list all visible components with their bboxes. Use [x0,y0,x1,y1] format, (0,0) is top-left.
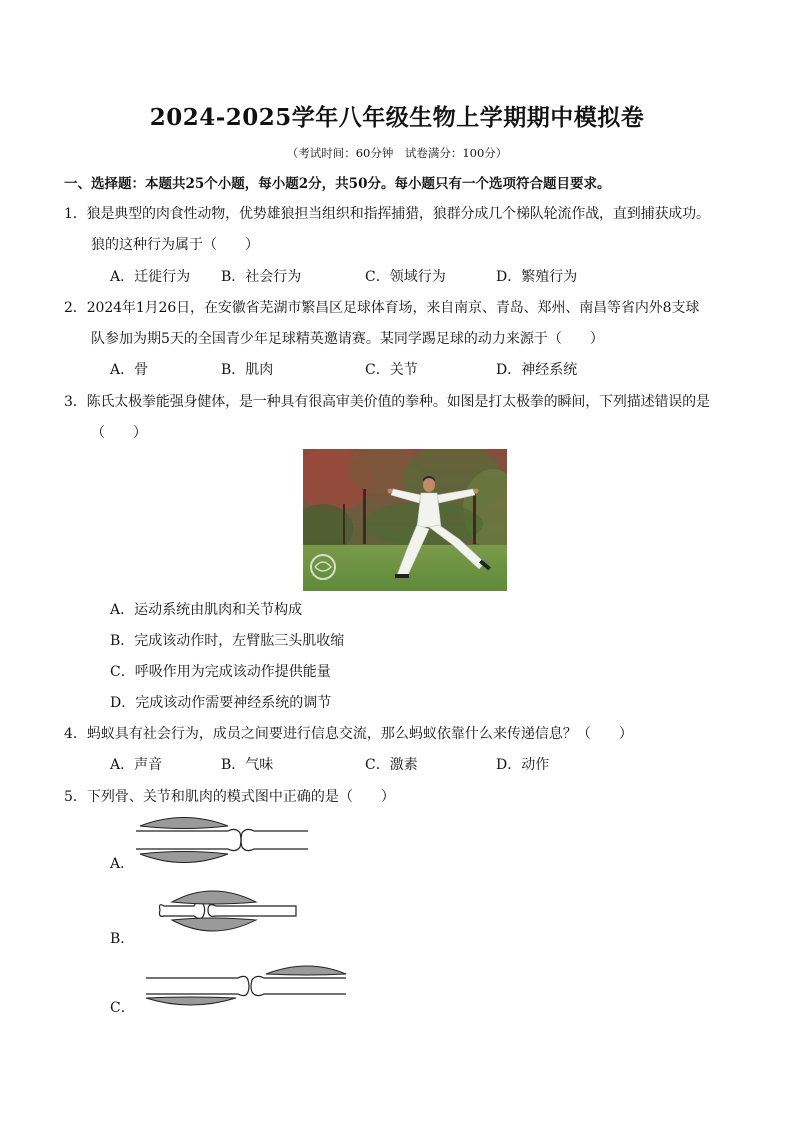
q4-option-c: C．激素 [365,757,418,773]
q5-option-b-label: B． [110,931,135,947]
section-heading: 一、选择题：本题共25个小题，每小题2分，共50分。每小题只有一个选项符合题目要求。 [64,176,611,192]
q3-option-a: A．运动系统由肌肉和关节构成 [110,602,303,618]
q2-stem-line1: 2．2024年1月26日，在安徽省芜湖市繁昌区足球体育场，来自南京、青岛、郑州、南昌等省内外8支球 [64,300,700,316]
q3-stem-line1: 3．陈氏太极拳能强身健体，是一种具有很高审美价值的拳种。如图是打太极拳的瞬间，下列描述错误的是 [64,394,710,410]
q5-option-c-label: C． [110,1000,135,1016]
q1-option-b: B．社会行为 [221,269,302,285]
q2-option-a: A．骨 [110,362,149,378]
q5-option-a-label: A． [110,856,135,872]
tai-chi-photo [303,449,507,591]
q4-stem: 4．蚂蚁具有社会行为，成员之间要进行信息交流，那么蚂蚁依靠什么来传递信息？（ ） [64,726,633,742]
q2-option-c: C．关节 [365,362,418,378]
q2-option-b: B．肌肉 [221,362,274,378]
q5-diagram-a [132,815,312,865]
q1-option-d: D．繁殖行为 [496,269,578,285]
q2-option-d: D．神经系统 [496,362,578,378]
exam-title: 2024-2025学年八年级生物上学期期中模拟卷 [149,104,645,131]
q1-stem-line2: 狼的这种行为属于（ ） [91,237,259,253]
q5-stem: 5．下列骨、关节和肌肉的模式图中正确的是（ ） [64,789,395,805]
q3-option-b: B．完成该动作时，左臂肱三头肌收缩 [110,633,345,649]
q4-option-a: A．声音 [110,757,163,773]
q5-diagram-b [132,884,312,944]
q1-stem-line1: 1．狼是典型的肉食性动物，优势雄狼担当组织和指挥捕猎，狼群分成几个梯队轮流作战，直到捕获成功。 [64,206,710,222]
q2-stem-line2: 队参加为期5天的全国青少年足球精英邀请赛。某同学踢足球的动力来源于（ ） [91,331,604,347]
exam-subtitle: （考试时间：60分钟 试卷满分：100分） [286,146,508,160]
q1-option-a: A．迁徙行为 [110,269,191,285]
q4-option-d: D．动作 [496,757,550,773]
q4-option-b: B．气味 [221,757,274,773]
q5-diagram-c [140,962,352,1012]
q3-option-d: D．完成该动作需要神经系统的调节 [110,695,332,711]
q3-option-c: C．呼吸作用为完成该动作提供能量 [110,664,331,680]
q3-stem-line2: （ ） [91,425,147,441]
q1-option-c: C．领域行为 [365,269,446,285]
